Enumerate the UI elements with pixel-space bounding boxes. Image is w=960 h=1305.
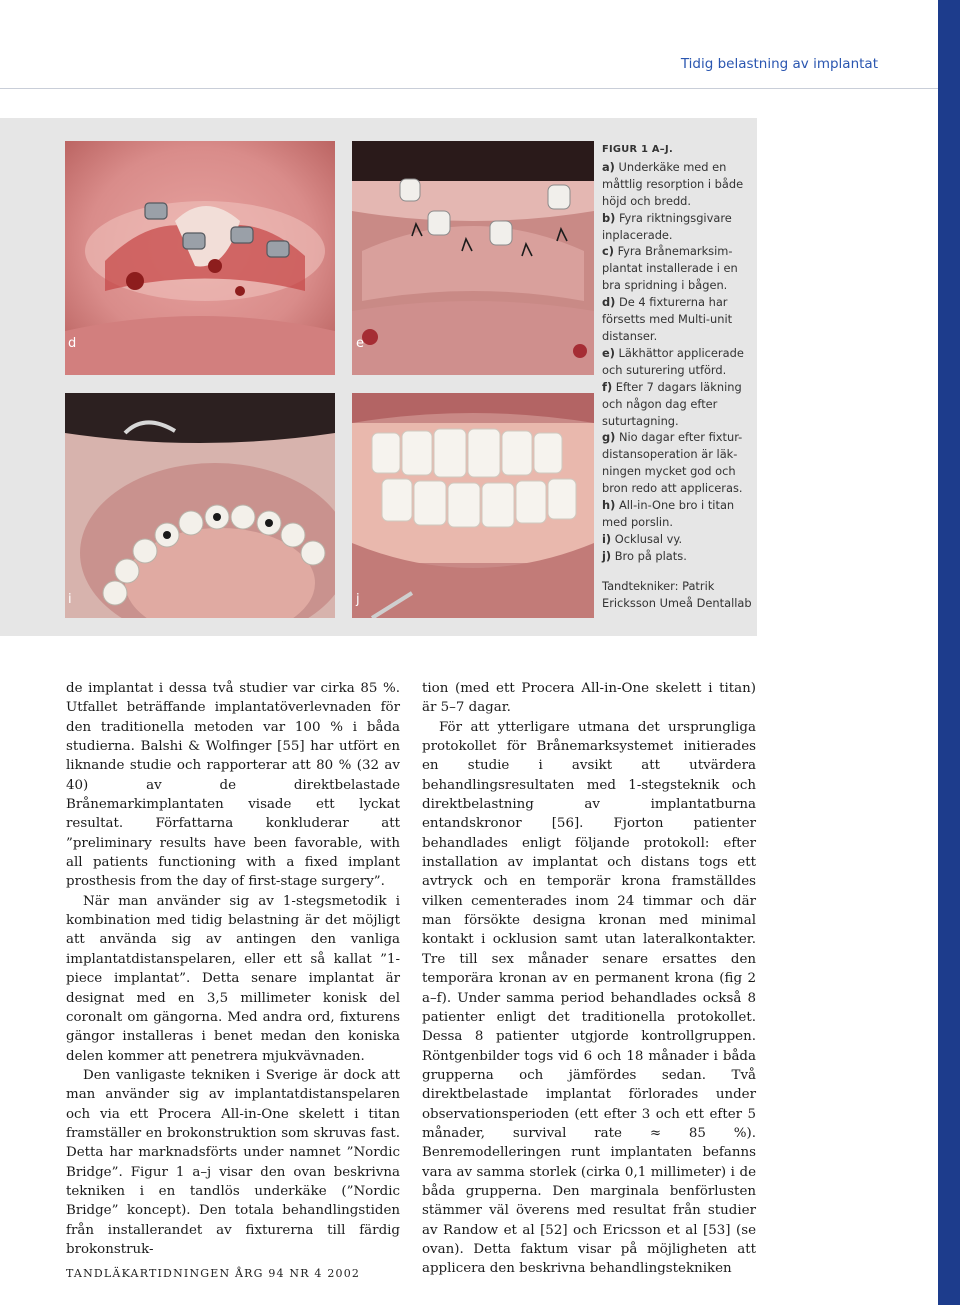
caption-line <box>602 531 752 548</box>
photo-j <box>352 393 594 618</box>
caption-line <box>602 497 752 514</box>
caption-letter: d) <box>602 295 616 310</box>
caption-text: Nio dagar efter fixtur- <box>615 430 743 445</box>
caption-letter: e) <box>602 345 615 360</box>
caption-items <box>602 159 752 565</box>
caption-line: måttlig resorption i både <box>602 176 744 191</box>
credit-line: Tandtekniker: Patrik <box>602 578 715 593</box>
figure-title: FIGUR 1 A–J. <box>602 144 673 155</box>
caption-line: ningen mycket god och <box>602 464 736 479</box>
credit-line: Ericksson Umeå Dentallab <box>602 595 752 610</box>
photo-label-e: e <box>356 336 364 351</box>
caption-line: distansoperation är läk- <box>602 447 738 462</box>
caption-line <box>602 294 752 311</box>
caption-line <box>602 379 752 396</box>
caption-line: suturtagning. <box>602 413 679 428</box>
caption-line: inplacerade. <box>602 227 673 242</box>
caption-text: Underkäke med en <box>614 159 727 174</box>
caption-text: Ocklusal vy. <box>611 531 683 546</box>
page-footer: TANDLÄKARTIDNINGEN ÅRG 94 NR 4 2002 <box>66 1267 361 1280</box>
caption-line: distanser. <box>602 328 658 343</box>
caption-line <box>602 243 752 260</box>
caption-line <box>602 548 752 565</box>
photo-label-i: i <box>68 592 72 607</box>
caption-line <box>602 210 752 227</box>
caption-text: Läkhättor applicerade <box>614 345 744 360</box>
caption-letter: a) <box>602 159 615 174</box>
body-paragraph: Den vanligaste tekniken i Sverige är dock att man använder sig av implantatdistanspelaren och via ett Procera All-in-One skelett i titan framställer en brokonstruktion som skruvas fast. Detta har marknadsförts under namnet ”Nordic Bridge”. Figur 1 a–j visar den ovan beskrivna tekniken i en tandlös underkäke (”Nordic Bridge” koncept). Den totala behandlingstiden från installerandet av fixturerna till färdig brokonstruk- <box>66 1067 400 1257</box>
caption-text: Bro på plats. <box>611 548 687 563</box>
photo-e <box>352 141 594 375</box>
caption-letter: j) <box>602 548 612 563</box>
caption-line: och någon dag efter <box>602 396 718 411</box>
running-header: Tidig belastning av implantat <box>680 56 878 72</box>
header-rule <box>0 88 938 89</box>
caption-text: Fyra Brånemarksim- <box>613 244 733 259</box>
caption-text: All-in-One bro i titan <box>615 498 735 513</box>
caption-line: höjd och bredd. <box>602 193 692 208</box>
photo-i <box>65 393 335 618</box>
body-column-left <box>66 679 400 1259</box>
photo-i-image <box>65 393 335 618</box>
caption-line: med porslin. <box>602 514 673 529</box>
accent-sidebar-bar <box>938 0 960 1305</box>
caption-letter: h) <box>602 498 616 513</box>
caption-letter: i) <box>602 531 612 546</box>
photo-e-image <box>352 141 594 375</box>
body-column-right <box>422 679 756 1279</box>
body-paragraph: tion (med ett Procera All-in-One skelett i titan) är 5–7 dagar. <box>422 681 756 716</box>
photo-j-image <box>352 393 594 618</box>
caption-text: Fyra riktningsgivare <box>615 210 732 225</box>
caption-credit <box>602 578 752 612</box>
caption-line: försetts med Multi-unit <box>602 312 733 327</box>
caption-line: bra spridning i bågen. <box>602 278 728 293</box>
photo-d <box>65 141 335 375</box>
caption-letter: f) <box>602 379 613 394</box>
photo-label-j: j <box>356 592 360 607</box>
body-paragraph: För att ytterligare utmana det ursprungliga protokollet för Brånemarksystemet initierades en studie i avsikt att utvärdera behandlingsresultaten med 1-stegsteknik och direktbelastning av implantatburna entandskronor [56]. Fjorton patienter behandlades enligt följande protokoll: efter installation av implantat och distans togs ett avtryck och en temporär krona framställdes vilken cementerades inom 24 timmar och där man försökte designa kronan med minimal kontakt i ocklusion samt utan lateralkontakter. Tre till sex månader senare ersattes den temporära kronan av en permanent krona (fig 2 a–f). Under samma period behandlades också 8 patienter enligt det traditionella protokollet. Dessa 8 patienter utgjorde kontrollgruppen. Röntgenbilder togs vid 6 och 18 månader i båda grupperna och jämfördes sedan. Två direktbelastade implantat förlorades under observationsperioden (ett efter 3 och ett efter 5 månader, survival rate ≈ 85 %). Benremodelleringen runt implantaten befanns vara av samma storlek (cirka 0,1 millimeter) i de båda grupperna. Den marginala benförlusten stämmer väl överens med resultat från studier av Randow et al [52] och Ericsson et al [53] (se ovan). Detta faktum visar på möjligheten att applicera den beskrivna behandlingstekniken <box>422 719 756 1277</box>
caption-text: Efter 7 dagars läkning <box>612 379 742 394</box>
caption-line <box>602 429 752 446</box>
caption-line: och suturering utförd. <box>602 362 727 377</box>
caption-line <box>602 345 752 362</box>
body-paragraph: de implantat i dessa två studier var cirka 85 %. Utfallet beträffande implantatöverlevnaden för den traditionella metoden var 100 % i båda studierna. Balshi & Wolfinger [55] har utfört en liknande studie och rapporterar att 80 % (32 av 40) av de direktbelastade Brånemarkimplantaten visade ett lyckat resultat. Författarna konkluderar att ”preliminary results have been favorable, with all patients functioning with a fixed implant prosthesis from the day of first-stage surgery”. <box>66 681 400 890</box>
caption-letter: g) <box>602 430 616 445</box>
caption-letter: b) <box>602 210 616 225</box>
photo-label-d: d <box>68 336 77 351</box>
caption-text: De 4 fixturerna har <box>615 295 728 310</box>
caption-line <box>602 159 752 176</box>
figure-caption <box>602 142 752 611</box>
caption-line: bron redo att appliceras. <box>602 481 743 496</box>
caption-letter: c) <box>602 244 614 259</box>
photo-d-image <box>65 141 335 375</box>
caption-line: plantat installerade i en <box>602 261 738 276</box>
body-paragraph: När man använder sig av 1-stegsmetodik i kombination med tidig belastning är det möjligt att använda sig av antingen den vanliga implantatdistanspelaren, eller ett så kallat ”1-piece implantat”. Detta senare implantat är designat med en 3,5 millimeter konisk del coronalt om gängorna. Med andra ord, fixturens gängor installeras i benet medan den koniska delen kommer att penetrera mjukvävnaden. <box>66 893 400 1064</box>
